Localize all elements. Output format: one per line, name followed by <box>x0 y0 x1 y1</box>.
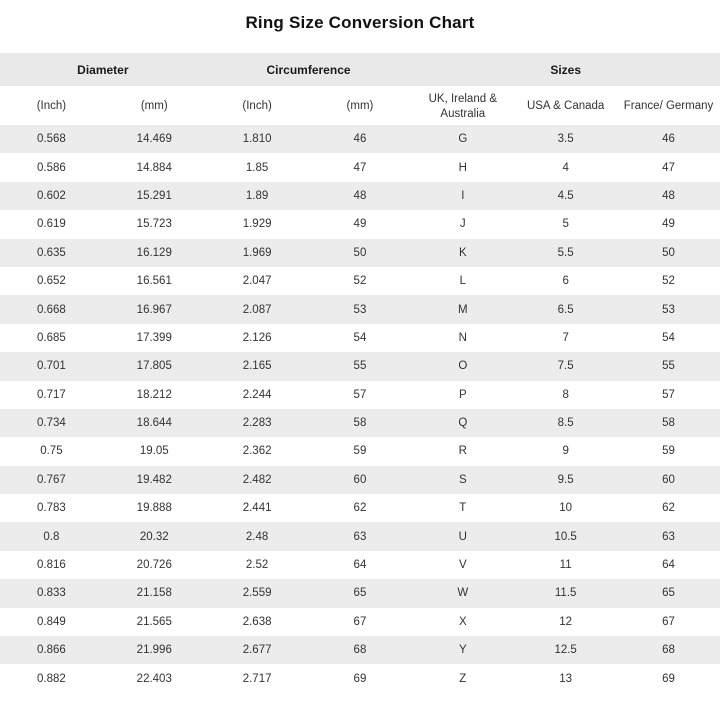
table-cell: 19.05 <box>139 445 169 458</box>
table-cell: 2.638 <box>242 615 272 628</box>
table-cell: 2.165 <box>242 360 272 373</box>
table-cell: 67 <box>662 615 675 628</box>
table-cell: 60 <box>662 473 675 486</box>
table-cell: 46 <box>662 133 675 146</box>
table-cell: 15.723 <box>136 218 172 231</box>
column-header-diameter-mm: (mm) <box>103 87 206 125</box>
table-cell: 4 <box>562 161 569 174</box>
table-cell: K <box>458 246 467 259</box>
table-cell: 17.805 <box>136 360 172 373</box>
table-cell: 2.244 <box>242 388 272 401</box>
group-header-diameter: Diameter <box>0 53 206 87</box>
table-cell: 10 <box>559 502 573 515</box>
table-cell: 55 <box>662 360 675 373</box>
table-cell: 7.5 <box>557 360 574 373</box>
table-cell: 1.929 <box>242 218 272 231</box>
table-cell: 58 <box>662 417 675 430</box>
table-cell: P <box>458 388 467 401</box>
table-cell: 2.48 <box>245 530 269 543</box>
table-cell: M <box>458 303 468 316</box>
table-row <box>0 551 720 579</box>
table-cell: 22.403 <box>136 672 172 685</box>
table-cell: 5 <box>562 218 569 231</box>
table-cell: J <box>459 218 466 231</box>
table-cell: 68 <box>662 644 675 657</box>
table-cell: 69 <box>353 672 367 685</box>
table-cell: 0.849 <box>37 615 66 628</box>
table-cell: U <box>458 530 467 543</box>
table-cell: 19.482 <box>136 473 172 486</box>
table-cell: 2.047 <box>242 275 272 288</box>
table-cell: 0.619 <box>37 218 66 231</box>
table-cell: 13 <box>559 672 573 685</box>
table-cell: 48 <box>353 189 367 202</box>
table-cell: N <box>458 331 467 344</box>
table-cell: 69 <box>662 672 675 685</box>
table-cell: 0.685 <box>37 331 66 344</box>
table-cell: 0.816 <box>37 559 66 572</box>
table-cell: 57 <box>662 388 675 401</box>
table-cell: 65 <box>662 587 675 600</box>
table-cell: 65 <box>353 587 367 600</box>
table-cell: 21.996 <box>136 644 172 657</box>
column-header-uk-ireland-australia: UK, Ireland & Australia <box>411 87 514 125</box>
table-cell: 10.5 <box>554 530 577 543</box>
table-row <box>0 210 720 238</box>
table-cell: 0.586 <box>37 161 66 174</box>
table-cell: S <box>458 473 467 486</box>
table-cell: 57 <box>353 388 367 401</box>
table-cell: Y <box>458 644 467 657</box>
table-cell: 0.652 <box>37 275 66 288</box>
table-cell: 6.5 <box>557 303 574 316</box>
table-row <box>0 267 720 295</box>
table-cell: 64 <box>353 559 367 572</box>
column-header-row <box>0 87 720 125</box>
table-cell: 0.75 <box>40 445 63 458</box>
table-cell: 6 <box>562 275 569 288</box>
table-cell: 54 <box>353 331 367 344</box>
column-header-usa-canada: USA & Canada <box>514 87 617 125</box>
table-cell: I <box>461 189 465 202</box>
page-title: Ring Size Conversion Chart <box>245 13 475 32</box>
table-cell: 46 <box>353 133 367 146</box>
table-cell: 18.212 <box>136 388 172 401</box>
table-cell: 62 <box>353 502 367 515</box>
table-cell: 17.399 <box>136 331 172 344</box>
table-cell: 18.644 <box>136 417 172 430</box>
table-cell: 63 <box>662 530 675 543</box>
table-cell: 59 <box>662 445 675 458</box>
table-cell: 62 <box>662 502 675 515</box>
column-header-circumference-mm: (mm) <box>309 87 412 125</box>
table-cell: 0.568 <box>37 133 66 146</box>
table-cell: 2.717 <box>242 672 272 685</box>
table-cell: Q <box>458 417 468 430</box>
table-cell: 53 <box>353 303 367 316</box>
table-cell: 0.882 <box>37 672 66 685</box>
table-cell: Z <box>459 672 467 685</box>
table-row <box>0 579 720 607</box>
table-cell: G <box>458 133 468 146</box>
table-cell: 2.087 <box>242 303 272 316</box>
table-row <box>0 608 720 636</box>
table-cell: 58 <box>353 417 367 430</box>
table-cell: 47 <box>353 161 367 174</box>
table-cell: 2.283 <box>242 417 272 430</box>
table-cell: 2.362 <box>242 445 272 458</box>
table-row <box>0 466 720 494</box>
table-cell: 67 <box>353 615 367 628</box>
table-row <box>0 295 720 323</box>
table-cell: X <box>458 615 467 628</box>
table-cell: 49 <box>353 218 367 231</box>
table-cell: 0.668 <box>37 303 66 316</box>
table-row <box>0 324 720 352</box>
table-cell: 16.129 <box>136 246 172 259</box>
table-cell: W <box>457 587 469 600</box>
table-cell: 64 <box>662 559 675 572</box>
table-cell: 11 <box>559 559 572 572</box>
table-cell: 0.8 <box>43 530 60 543</box>
table-row <box>0 352 720 380</box>
group-header-circumference: Circumference <box>206 53 412 87</box>
table-cell: 14.884 <box>136 161 172 174</box>
table-cell: V <box>458 559 467 572</box>
table-cell: 1.89 <box>245 189 269 202</box>
table-cell: 53 <box>662 303 675 316</box>
table-row <box>0 239 720 267</box>
table-cell: 2.482 <box>242 473 272 486</box>
table-row <box>0 522 720 550</box>
table-cell: 0.734 <box>37 417 66 430</box>
table-cell: 52 <box>662 275 675 288</box>
table-cell: 59 <box>353 445 367 458</box>
table-cell: 21.565 <box>136 615 172 628</box>
table-cell: 8 <box>562 388 569 401</box>
ring-size-conversion-table <box>0 53 720 693</box>
table-cell: 21.158 <box>136 587 172 600</box>
table-cell: 0.717 <box>37 388 66 401</box>
group-header-sizes: Sizes <box>411 53 720 87</box>
table-row <box>0 409 720 437</box>
table-cell: 0.866 <box>37 644 66 657</box>
table-row <box>0 125 720 153</box>
table-row <box>0 381 720 409</box>
table-cell: 1.969 <box>242 246 272 259</box>
table-cell: 54 <box>662 331 675 344</box>
table-row <box>0 664 720 692</box>
table-cell: 0.767 <box>37 473 66 486</box>
group-header-row <box>0 53 720 87</box>
table-cell: 0.783 <box>37 502 66 515</box>
table-row <box>0 494 720 522</box>
table-cell: 0.635 <box>37 246 66 259</box>
table-cell: 1.85 <box>245 161 269 174</box>
table-cell: 7 <box>562 331 569 344</box>
table-cell: 2.441 <box>242 502 272 515</box>
table-cell: 9.5 <box>557 473 574 486</box>
table-cell: 11.5 <box>554 587 577 600</box>
table-cell: 0.602 <box>37 189 66 202</box>
table-cell: O <box>458 360 468 373</box>
table-cell: 20.32 <box>139 530 169 543</box>
table-row <box>0 636 720 664</box>
table-row <box>0 182 720 210</box>
table-cell: 19.888 <box>136 502 172 515</box>
table-cell: 12 <box>559 615 573 628</box>
table-cell: 5.5 <box>557 246 574 259</box>
column-header-circumference-inch: (Inch) <box>206 87 309 125</box>
table-cell: 48 <box>662 189 675 202</box>
table-cell: 1.810 <box>242 133 272 146</box>
table-cell: L <box>459 275 466 288</box>
table-cell: H <box>458 161 467 174</box>
table-cell: 2.126 <box>242 331 272 344</box>
column-header-france-germany: France/ Germany <box>617 87 720 125</box>
column-header-diameter-inch: (Inch) <box>0 87 103 125</box>
table-cell: 49 <box>662 218 675 231</box>
table-cell: 9 <box>562 445 569 458</box>
table-cell: 2.677 <box>242 644 272 657</box>
table-row <box>0 153 720 181</box>
table-cell: 0.701 <box>37 360 66 373</box>
table-cell: 14.469 <box>136 133 172 146</box>
table-cell: 2.559 <box>242 587 272 600</box>
table-cell: 63 <box>353 530 367 543</box>
table-body <box>0 125 720 693</box>
table-cell: 60 <box>353 473 367 486</box>
table-cell: 52 <box>353 275 367 288</box>
table-cell: 8.5 <box>557 417 574 430</box>
table-cell: 15.291 <box>136 189 172 202</box>
table-cell: R <box>458 445 467 458</box>
table-cell: 68 <box>353 644 367 657</box>
table-cell: 4.5 <box>557 189 574 202</box>
table-cell: 3.5 <box>557 133 574 146</box>
table-header <box>0 53 720 125</box>
table-cell: 47 <box>662 161 675 174</box>
table-cell: 16.561 <box>136 275 172 288</box>
table-cell: 2.52 <box>245 559 269 572</box>
table-row <box>0 437 720 465</box>
table-cell: 50 <box>662 246 675 259</box>
table-cell: 12.5 <box>554 644 577 657</box>
table-cell: 16.967 <box>136 303 172 316</box>
table-cell: 55 <box>353 360 367 373</box>
table-cell: 0.833 <box>37 587 66 600</box>
table-cell: 50 <box>353 246 367 259</box>
table-cell: 20.726 <box>136 559 172 572</box>
table-cell: T <box>459 502 467 515</box>
